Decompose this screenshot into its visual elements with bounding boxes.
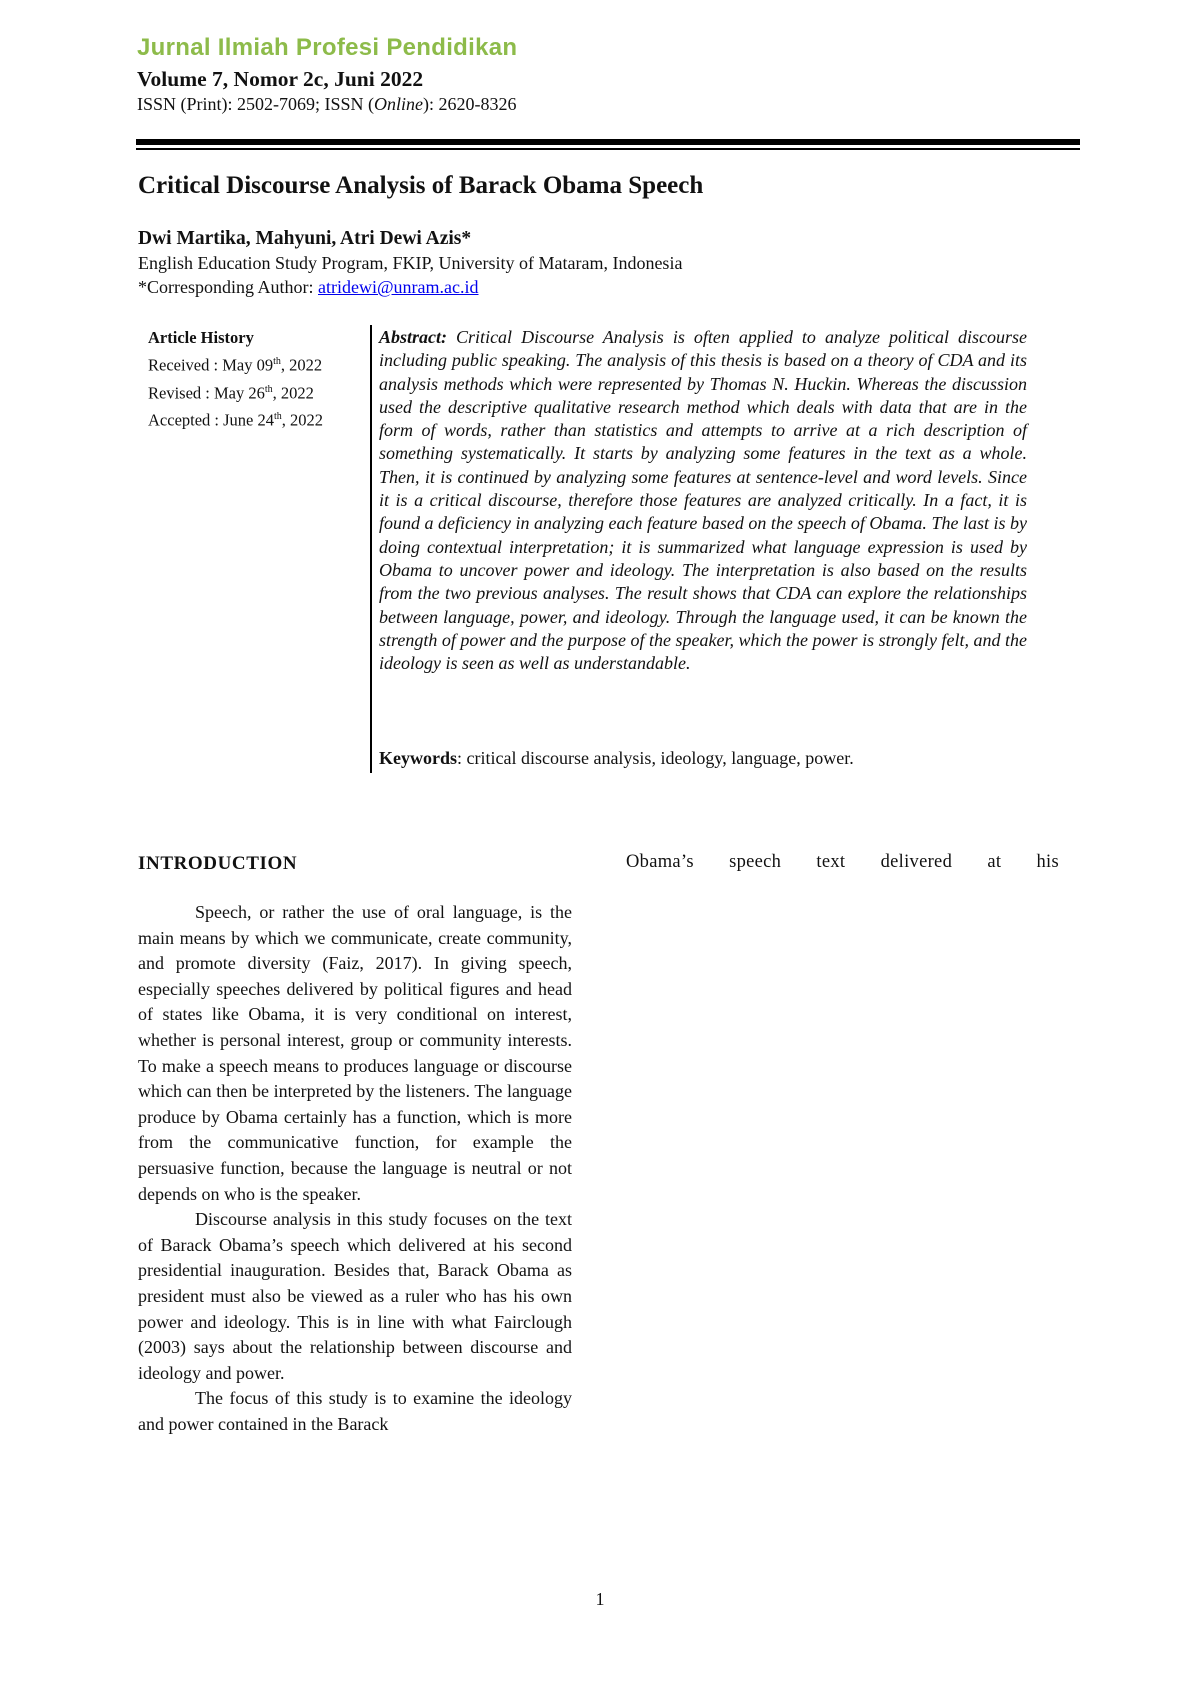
article-history bbox=[148, 326, 363, 433]
issn-suffix: ): 2620-8326 bbox=[423, 94, 517, 114]
history-revised bbox=[148, 378, 363, 406]
abstract-divider bbox=[370, 325, 372, 773]
received-sup: th bbox=[273, 356, 281, 367]
accepted-year: , 2022 bbox=[281, 410, 324, 430]
page-number: 1 bbox=[595, 1589, 605, 1609]
received-year: , 2022 bbox=[280, 355, 323, 375]
issn-line bbox=[137, 94, 517, 115]
received-label: Received : May 09 bbox=[148, 355, 274, 375]
revised-label: Revised : May 26 bbox=[148, 383, 265, 402]
keywords-label: Keywords bbox=[379, 748, 457, 768]
intro-paragraph-3: The focus of this study is to examine the ideology and power contained in the Barack bbox=[138, 1388, 572, 1434]
keywords-text: : critical discourse analysis, ideology, language, power. bbox=[457, 748, 854, 768]
intro-paragraph-2: Discourse analysis in this study focuses on the text of Barack Obama’s speech which delivered at his second presidential inauguration. Besides that, Barack Obama as president must also be viewed as a ruler who has his own power and ideology. This is in line with what Fairclough (2003) says about the relationship between discourse and ideology and power. bbox=[138, 1209, 572, 1383]
issn-online: Online bbox=[374, 94, 424, 114]
abstract-text: Critical Discourse Analysis is often applied to analyze political discourse including public speaking. The analysis of this thesis is based on a theory of CDA and its analysis methods which were represented by Thomas N. Huckin. Whereas the discussion used the descriptive qualitative research method which deals with data that are in the form of words, rather than statistics and attempts to arrive at a rich description of something systematically. It starts by analyzing some features in the text as a whole. Then, it is continued by analyzing some features at sentence-level and word levels. Since it is a critical discourse, therefore those features are analyzed critically. In a fact, it is found a deficiency in analyzing each feature based on the speech of Obama. The last is by doing contextual interpretation; it is summarized what language expression is used by Obama to uncover power and ideology. The interpretation is also based on the results from the two previous analyses. The result shows that CDA can explore the relationships between language, power, and ideology. Through the language used, it can be known the strength of power and the purpose of the speaker, which the power is strongly felt, and the ideology is seen as well as understandable. bbox=[379, 327, 1027, 674]
revised-year: , 2022 bbox=[272, 383, 314, 402]
introduction-heading: INTRODUCTION bbox=[138, 853, 298, 874]
article-authors: Dwi Martika, Mahyuni, Atri Dewi Azis* bbox=[138, 228, 472, 249]
author-affiliation: English Education Study Program, FKIP, University of Mataram, Indonesia bbox=[138, 253, 683, 273]
corresponding-author bbox=[138, 277, 479, 298]
header-rule-thin bbox=[136, 148, 1080, 150]
history-accepted bbox=[148, 405, 363, 433]
keywords-line bbox=[379, 748, 1027, 769]
abstract-block bbox=[379, 326, 1027, 675]
history-received bbox=[148, 350, 363, 378]
history-title: Article History bbox=[148, 328, 254, 347]
accepted-sup: th bbox=[274, 411, 282, 422]
volume-issue: Volume 7, Nomor 2c, Juni 2022 bbox=[137, 67, 424, 91]
journal-name: Jurnal Ilmiah Profesi Pendidikan bbox=[137, 34, 518, 61]
revised-sup: th bbox=[264, 383, 273, 395]
issn-prefix: ISSN (Print): 2502-7069; ISSN ( bbox=[137, 94, 375, 114]
header-rule-thick bbox=[136, 139, 1080, 145]
intro-paragraph-1: Speech, or rather the use of oral language, is the main means by which we communicate, create community, and promote diversity (Faiz, 2017). In giving speech, especially speeches delivered by political figures and head of states like Obama, it is very conditional on interest, whether is personal interest, group or community interests. To make a speech means to produces language or discourse which can then be interpreted by the listeners. The language produce by Obama certainly has a function, which is more from the communicative function, for example the persuasive function, because the language is neutral or not depends on who is the speaker. bbox=[138, 902, 572, 1204]
accepted-label: Accepted : June 24 bbox=[148, 410, 274, 430]
corresponding-email-link[interactable]: atridewi@unram.ac.id bbox=[318, 277, 479, 297]
corresponding-label: *Corresponding Author: bbox=[138, 277, 318, 297]
body-right-column-line: Obama’s speech text delivered at his bbox=[626, 852, 1059, 872]
article-title: Critical Discourse Analysis of Barack Obama Speech bbox=[138, 172, 704, 199]
abstract-label: Abstract: bbox=[379, 327, 448, 347]
body-left-column bbox=[138, 900, 572, 1437]
